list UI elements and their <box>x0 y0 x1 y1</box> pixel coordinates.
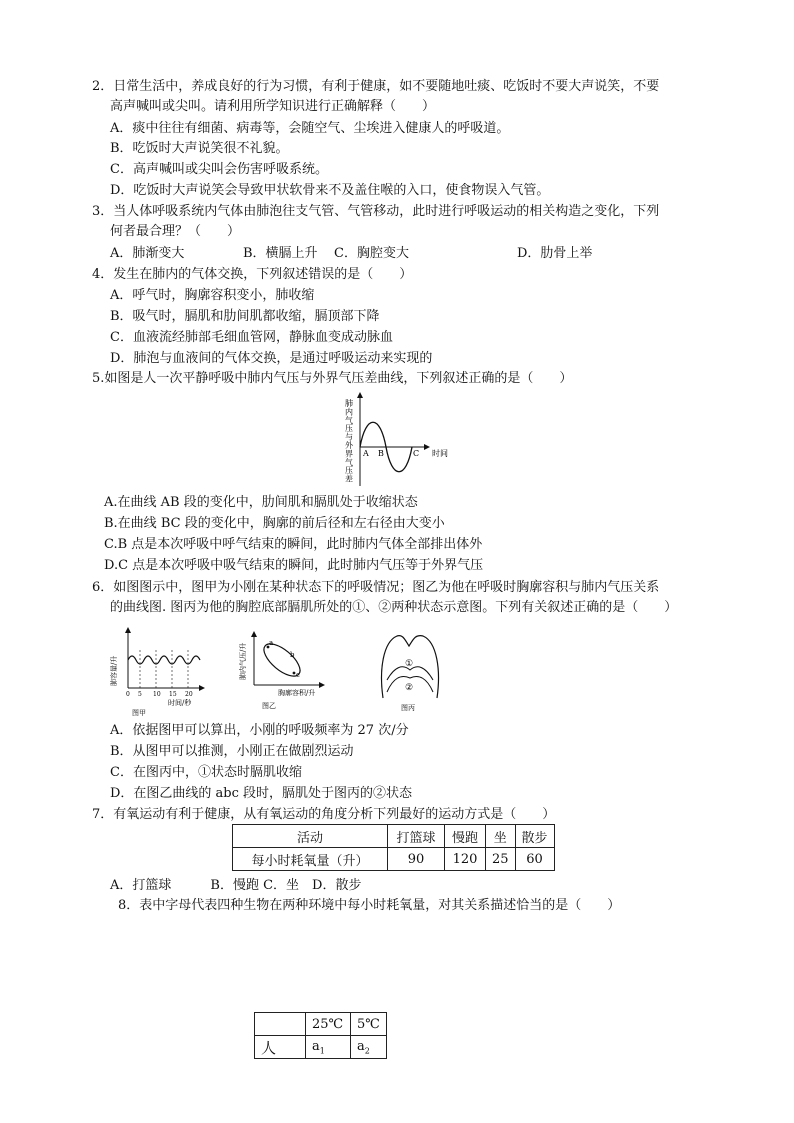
q7-options: A．打篮球 B．慢跑 C．坐 D．散步 <box>110 878 362 893</box>
q2-stem-line1: 2．日常生活中，养成良好的行为习惯，有利于健康，如不要随地吐痰、吃饭时不要大声说笑，不要 <box>92 79 660 94</box>
q5-ylabel-char: 气 <box>345 415 353 425</box>
q6-stem-line1: 6．如图图示中，图甲为小刚在某种状态下的呼吸情况；图乙为他在呼吸时胸廓容积与肺内气压关系 <box>92 580 660 595</box>
q7-header-sitting: 坐 <box>486 825 516 848</box>
q5-point-b: B <box>378 449 384 458</box>
q7-value-basketball: 90 <box>388 848 445 871</box>
q5-ylabel-char: 外 <box>345 441 353 450</box>
q6-yi-caption: 图乙 <box>262 702 276 710</box>
q6-yi-ylabel: 肺内气压/升 <box>239 642 247 680</box>
q6-bing-mark-1: ① <box>405 659 414 669</box>
q5-x-axis-arrow <box>424 444 430 450</box>
q4-option-c: C．血液流经肺部毛细血管网，静脉血变成动脉血 <box>110 330 393 345</box>
q5-y-axis-arrow <box>357 392 363 398</box>
q8-header-empty <box>255 1013 306 1036</box>
q6-fig-yi <box>238 630 328 712</box>
q6-jia-caption: 图甲 <box>132 709 146 716</box>
q4-option-d: D．肺泡与血液间的气体交换，是通过呼吸运动来实现的 <box>110 351 433 366</box>
q5-ylabel-char: 肺 <box>345 399 353 408</box>
q2-option-b: B．吃饭时大声说笑很不礼貌。 <box>110 141 289 156</box>
q5-ylabel <box>345 398 354 484</box>
q7-header-walking: 散步 <box>515 825 554 848</box>
q2-option-d: D．吃饭时大声说笑会导致甲状软骨来不及盖住喉的入口，使食物误入气管。 <box>110 183 550 198</box>
q8-cell-a1 <box>306 1036 351 1059</box>
q6-jia-x-arrow <box>199 685 205 691</box>
q3-option-a: A．肺渐变大 <box>110 246 185 261</box>
q5-point-a: A <box>363 449 369 458</box>
q7-row-label: 每小时耗氧量（升） <box>233 848 388 871</box>
q5-option-a: A.在曲线 AB 段的变化中，肋间肌和膈肌处于收缩状态 <box>104 495 418 510</box>
q7-value-walking: 60 <box>515 848 554 871</box>
q6-jia-tick-15: 15 <box>169 691 177 698</box>
q4-stem: 4．发生在肺内的气体交换，下列叙述错误的是（ ） <box>92 267 413 282</box>
q5-stem: 5.如图是人一次平静呼吸中肺内气压与外界气压差曲线，下列叙述正确的是（ ） <box>92 371 573 386</box>
q3-stem-line2: 何者最合理？（ ） <box>110 224 241 239</box>
q7-header-basketball: 打篮球 <box>388 825 445 848</box>
q6-yi-point-b: b <box>290 651 295 659</box>
q8-a1-letter: a <box>312 1038 320 1054</box>
q8-header-5c: 5℃ <box>351 1013 387 1036</box>
q5-ylabel-char: 与 <box>345 432 353 442</box>
q7-header-activity: 活动 <box>233 825 388 848</box>
q7-header-jogging: 慢跑 <box>445 825 486 848</box>
q5-pressure-curve-figure <box>340 392 458 490</box>
q5-point-c: C <box>413 449 420 458</box>
q5-option-c: C.B 点是本次呼吸中呼气结束的瞬间，此时肺内气体全部排出体外 <box>104 537 483 552</box>
q7-value-jogging: 120 <box>445 848 486 871</box>
q5-ylabel-char: 差 <box>345 474 353 484</box>
q7-stem: 7．有氧运动有利于健康，从有氧运动的角度分析下列最好的运动方式是（ ） <box>92 807 556 822</box>
table-row <box>255 1013 387 1036</box>
q7-value-sitting: 25 <box>486 848 516 871</box>
q8-stem: 8．表中字母代表四种生物在两种环境中每小时耗氧量，对其关系描述恰当的是（ ） <box>118 898 621 913</box>
q8-cell-a2 <box>351 1036 387 1059</box>
q8-oxygen-table <box>254 1012 387 1059</box>
table-row <box>255 1036 387 1059</box>
q5-ylabel-char: 气 <box>345 457 353 467</box>
q2-option-a: A．痰中往往有细菌、病毒等，会随空气、尘埃进入健康人的呼吸道。 <box>110 121 510 136</box>
q5-option-b: B.在曲线 BC 段的变化中，胸廓的前后径和左右径由大变小 <box>104 516 445 531</box>
q6-yi-point-c: c <box>296 671 300 679</box>
q8-row-human: 人 <box>255 1036 306 1059</box>
q6-jia-xlabel: 时间/秒 <box>168 699 192 707</box>
q8-a1-subscript: 1 <box>319 1046 325 1056</box>
q5-xlabel: 时间 <box>432 449 448 458</box>
q6-jia-tick-10: 10 <box>153 691 161 698</box>
q6-option-d: D．在图乙曲线的 abc 段时，膈肌处于图丙的②状态 <box>110 786 413 801</box>
q6-stem-line2: 的曲线图. 图丙为他的胸腔底部膈肌所处的①、②两种状态示意图。下列有关叙述正确的是（ ） <box>110 600 678 615</box>
q6-jia-tick-0: 0 <box>126 691 130 698</box>
q6-jia-y-arrow <box>125 627 131 633</box>
q6-option-b: B．从图甲可以推测，小刚正在做剧烈运动 <box>110 744 354 759</box>
q3-option-d: D．肋骨上举 <box>517 246 593 261</box>
q3-option-c: C．胸腔变大 <box>334 246 409 261</box>
q6-yi-x-arrow <box>319 682 325 688</box>
q6-yi-point-a: a <box>269 639 274 647</box>
q6-fig-bing <box>375 630 445 714</box>
q4-option-b: B．吸气时，膈肌和肋间肌都收缩，膈顶部下降 <box>110 309 380 324</box>
q8-header-25c: 25℃ <box>306 1013 351 1036</box>
q5-ylabel-char: 界 <box>345 449 353 459</box>
table-row <box>233 848 555 871</box>
q6-option-c: C．在图丙中，①状态时膈肌收缩 <box>110 765 302 780</box>
q6-jia-tick-20: 20 <box>185 691 193 698</box>
q3-option-b: B．横膈上升 <box>243 246 318 261</box>
q6-yi-y-arrow <box>251 631 257 637</box>
q6-yi-point-c-dot <box>293 672 296 675</box>
q8-a2-letter: a <box>357 1038 365 1054</box>
q5-ylabel-char: 压 <box>345 424 353 434</box>
q6-bing-mark-2: ② <box>405 683 414 693</box>
q6-bing-caption: 图丙 <box>401 704 415 712</box>
q6-jia-tick-5: 5 <box>138 691 142 698</box>
q5-option-d: D.C 点是本次呼吸中吸气结束的瞬间，此时肺内气压等于外界气压 <box>104 558 484 573</box>
q6-jia-ylabel: 肺容量/升 <box>110 655 118 686</box>
q7-oxygen-table <box>232 824 555 871</box>
q6-jia-wave <box>128 656 200 664</box>
table-row <box>233 825 555 848</box>
q6-fig-jia <box>108 626 208 716</box>
q5-ylabel-char: 压 <box>345 466 353 476</box>
q6-yi-xlabel: 胸廓容积/升 <box>278 689 316 697</box>
q2-stem-line2: 高声喊叫或尖叫。请利用所学知识进行正确解释（ ） <box>110 99 436 114</box>
q8-a2-subscript: 2 <box>364 1046 370 1056</box>
q4-option-a: A．呼气时，胸廓容积变小，肺收缩 <box>110 288 315 303</box>
q5-ylabel-char: 内 <box>345 407 353 417</box>
q2-option-c: C．高声喊叫或尖叫会伤害呼吸系统。 <box>110 162 328 177</box>
q3-stem-line1: 3．当人体呼吸系统内气体由肺泡往支气管、气管移动，此时进行呼吸运动的相关构造之变化，下列 <box>92 204 660 219</box>
q6-option-a: A．依据图甲可以算出，小刚的呼吸频率为 27 次/分 <box>110 723 409 738</box>
